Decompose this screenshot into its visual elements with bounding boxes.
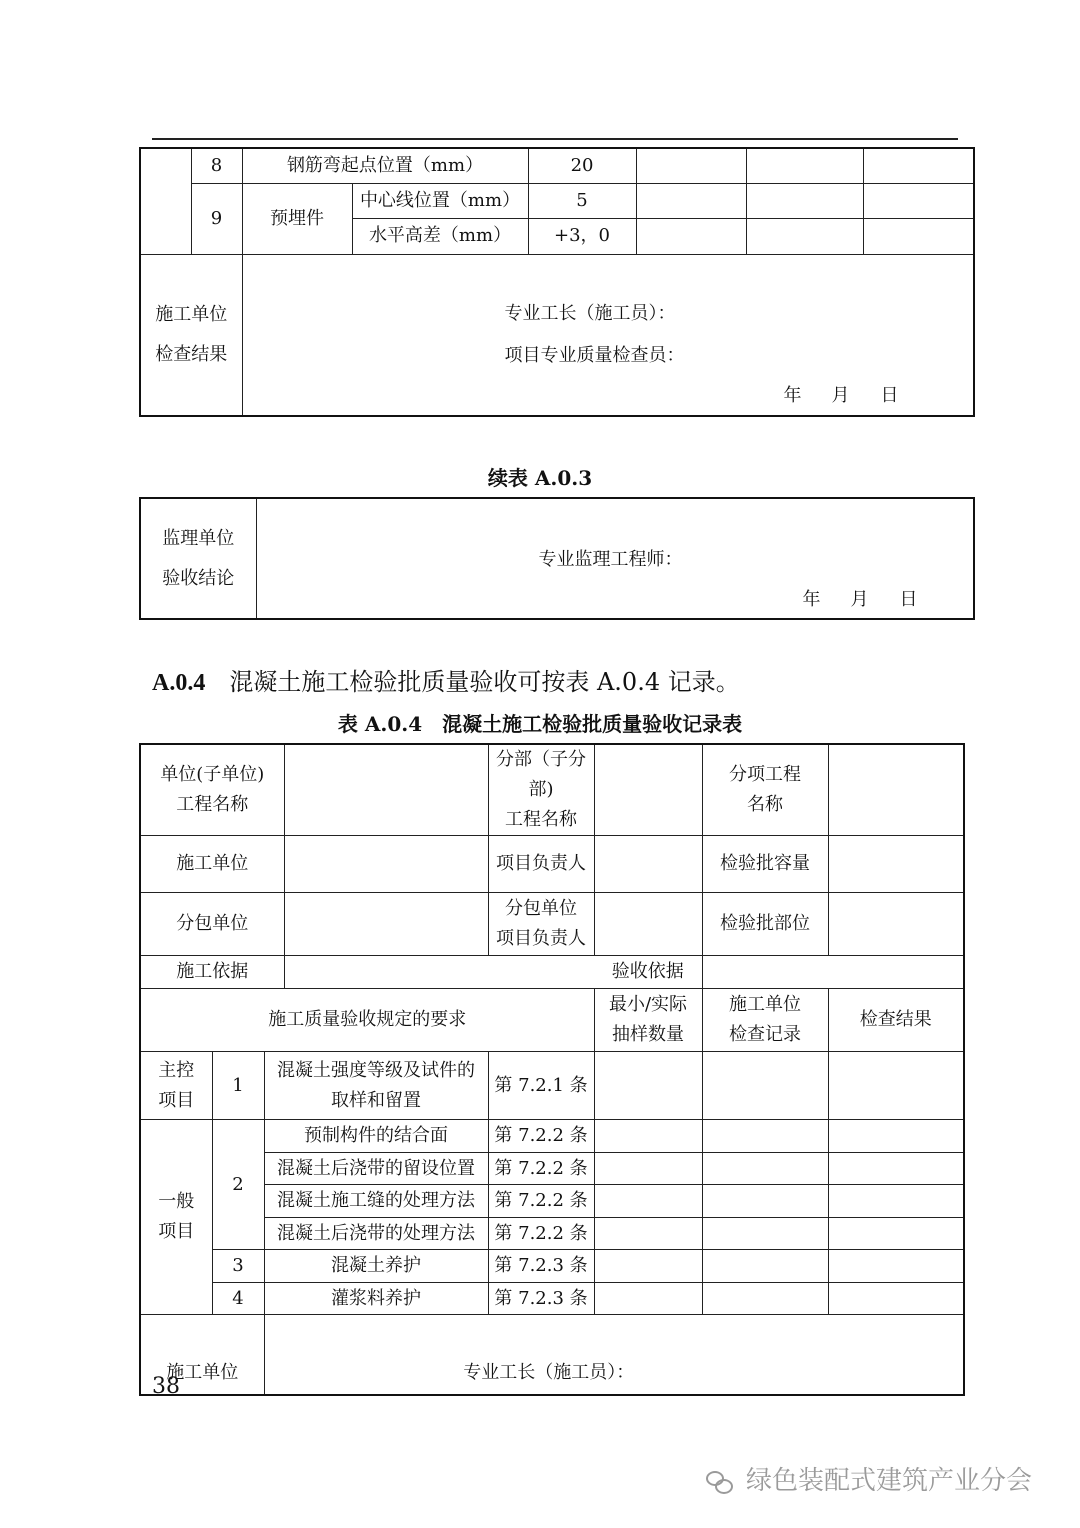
row-number: 9 xyxy=(191,183,242,254)
supervisor-line: 专业监理工程师： xyxy=(538,549,683,570)
date-day: 日 xyxy=(880,384,899,406)
row-number: 1 xyxy=(212,1052,264,1120)
item-name: 混凝土强度等级及试件的 xyxy=(277,1059,476,1081)
row-number: 2 xyxy=(212,1120,264,1250)
clause-ref: 第 7.2.2 条 xyxy=(488,1185,594,1218)
item-name: 取样和留置 xyxy=(331,1089,422,1111)
header-label: 分包单位 xyxy=(140,893,284,956)
category-label: 项目 xyxy=(158,1221,195,1242)
tolerance-value: 20 xyxy=(528,148,636,183)
item-name: 预制构件的结合面 xyxy=(264,1120,488,1153)
sig-label: 检查结果 xyxy=(155,343,228,365)
date-day: 日 xyxy=(899,589,918,610)
item-name: 灌浆料养护 xyxy=(264,1283,488,1315)
header-label: 单位(子单位) xyxy=(160,764,265,785)
header-label: 抽样数量 xyxy=(612,1024,685,1045)
watermark-text: 绿色装配式建筑产业分会 xyxy=(746,1466,1033,1496)
item-name: 混凝土后浇带的留设位置 xyxy=(264,1153,488,1185)
clause-ref: 第 7.2.1 条 xyxy=(488,1052,594,1120)
header-label: 检验批容量 xyxy=(702,836,828,893)
row-number: 8 xyxy=(191,148,242,183)
header-label: 分项工程 xyxy=(729,764,802,785)
table-a03-title: 续表 A.0.3 xyxy=(487,466,593,490)
header-label: 工程名称 xyxy=(176,794,249,815)
header-label: 分包单位 xyxy=(505,898,578,919)
sig-label: 施工单位 xyxy=(140,1315,264,1395)
sub-item: 水平高差（mm） xyxy=(352,218,528,254)
clause-paragraph xyxy=(152,662,740,697)
watermark xyxy=(706,1460,1032,1497)
item-name: 预埋件 xyxy=(242,183,352,254)
inspector-line: 项目专业质量检查员： xyxy=(504,344,685,366)
header-label: 项目负责人 xyxy=(488,836,594,893)
header-label: 施工依据 xyxy=(140,956,284,989)
clause-ref: 第 7.2.2 条 xyxy=(488,1120,594,1153)
header-label: 施工质量验收规定的要求 xyxy=(140,989,594,1052)
date-year: 年 xyxy=(802,589,821,610)
header-label: 名称 xyxy=(747,794,784,815)
item-name: 混凝土后浇带的处理方法 xyxy=(264,1218,488,1250)
header-label: 检验批部位 xyxy=(702,893,828,956)
table-a04 xyxy=(139,743,965,1396)
clause-number: A.0.4 xyxy=(152,670,206,696)
header-label: 施工单位 xyxy=(729,994,802,1015)
header-label: 检查结果 xyxy=(828,989,964,1052)
foreman-line: 专业工长（施工员）： xyxy=(463,1361,635,1383)
item-name: 混凝土施工缝的处理方法 xyxy=(264,1185,488,1218)
row-number: 4 xyxy=(212,1283,264,1315)
table-a03-continued xyxy=(139,147,975,417)
item-name: 钢筋弯起点位置（mm） xyxy=(242,148,528,183)
table-a04-title: 表 A.0.4 混凝土施工检验批质量验收记录表 xyxy=(337,712,743,736)
sig-label: 验收结论 xyxy=(162,567,235,589)
date-year: 年 xyxy=(783,384,802,406)
clause-text: 混凝土施工检验批质量验收可按表 A.0.4 记录。 xyxy=(229,668,740,696)
table-a03-supervision xyxy=(139,497,975,620)
header-label: 最小/实际 xyxy=(608,994,688,1015)
sig-label: 监理单位 xyxy=(162,527,235,549)
header-label: 项目负责人 xyxy=(496,928,587,949)
clause-ref: 第 7.2.3 条 xyxy=(488,1283,594,1315)
header-label: 验收依据 xyxy=(594,956,702,989)
header-label: 检查记录 xyxy=(729,1024,802,1045)
category-label: 主控 xyxy=(158,1059,195,1081)
foreman-line: 专业工长（施工员）： xyxy=(504,302,676,324)
header-label: 施工单位 xyxy=(140,836,284,893)
sig-label: 施工单位 xyxy=(155,303,228,325)
clause-ref: 第 7.2.2 条 xyxy=(488,1218,594,1250)
category-label: 项目 xyxy=(158,1089,195,1111)
sub-item: 中心线位置（mm） xyxy=(352,183,528,218)
category-label: 一般 xyxy=(158,1191,195,1212)
date-month: 月 xyxy=(831,384,850,406)
header-rule xyxy=(152,138,958,140)
header-label: 分部（子分部) xyxy=(496,749,587,800)
clause-ref: 第 7.2.2 条 xyxy=(488,1153,594,1185)
row-number: 3 xyxy=(212,1250,264,1283)
tolerance-value: +3，0 xyxy=(528,218,636,254)
header-label: 工程名称 xyxy=(505,809,578,830)
page-number: 38 xyxy=(152,1374,180,1399)
clause-ref: 第 7.2.3 条 xyxy=(488,1250,594,1283)
wechat-icon xyxy=(706,1471,732,1493)
tolerance-value: 5 xyxy=(528,183,636,218)
date-month: 月 xyxy=(850,589,869,610)
item-name: 混凝土养护 xyxy=(264,1250,488,1283)
